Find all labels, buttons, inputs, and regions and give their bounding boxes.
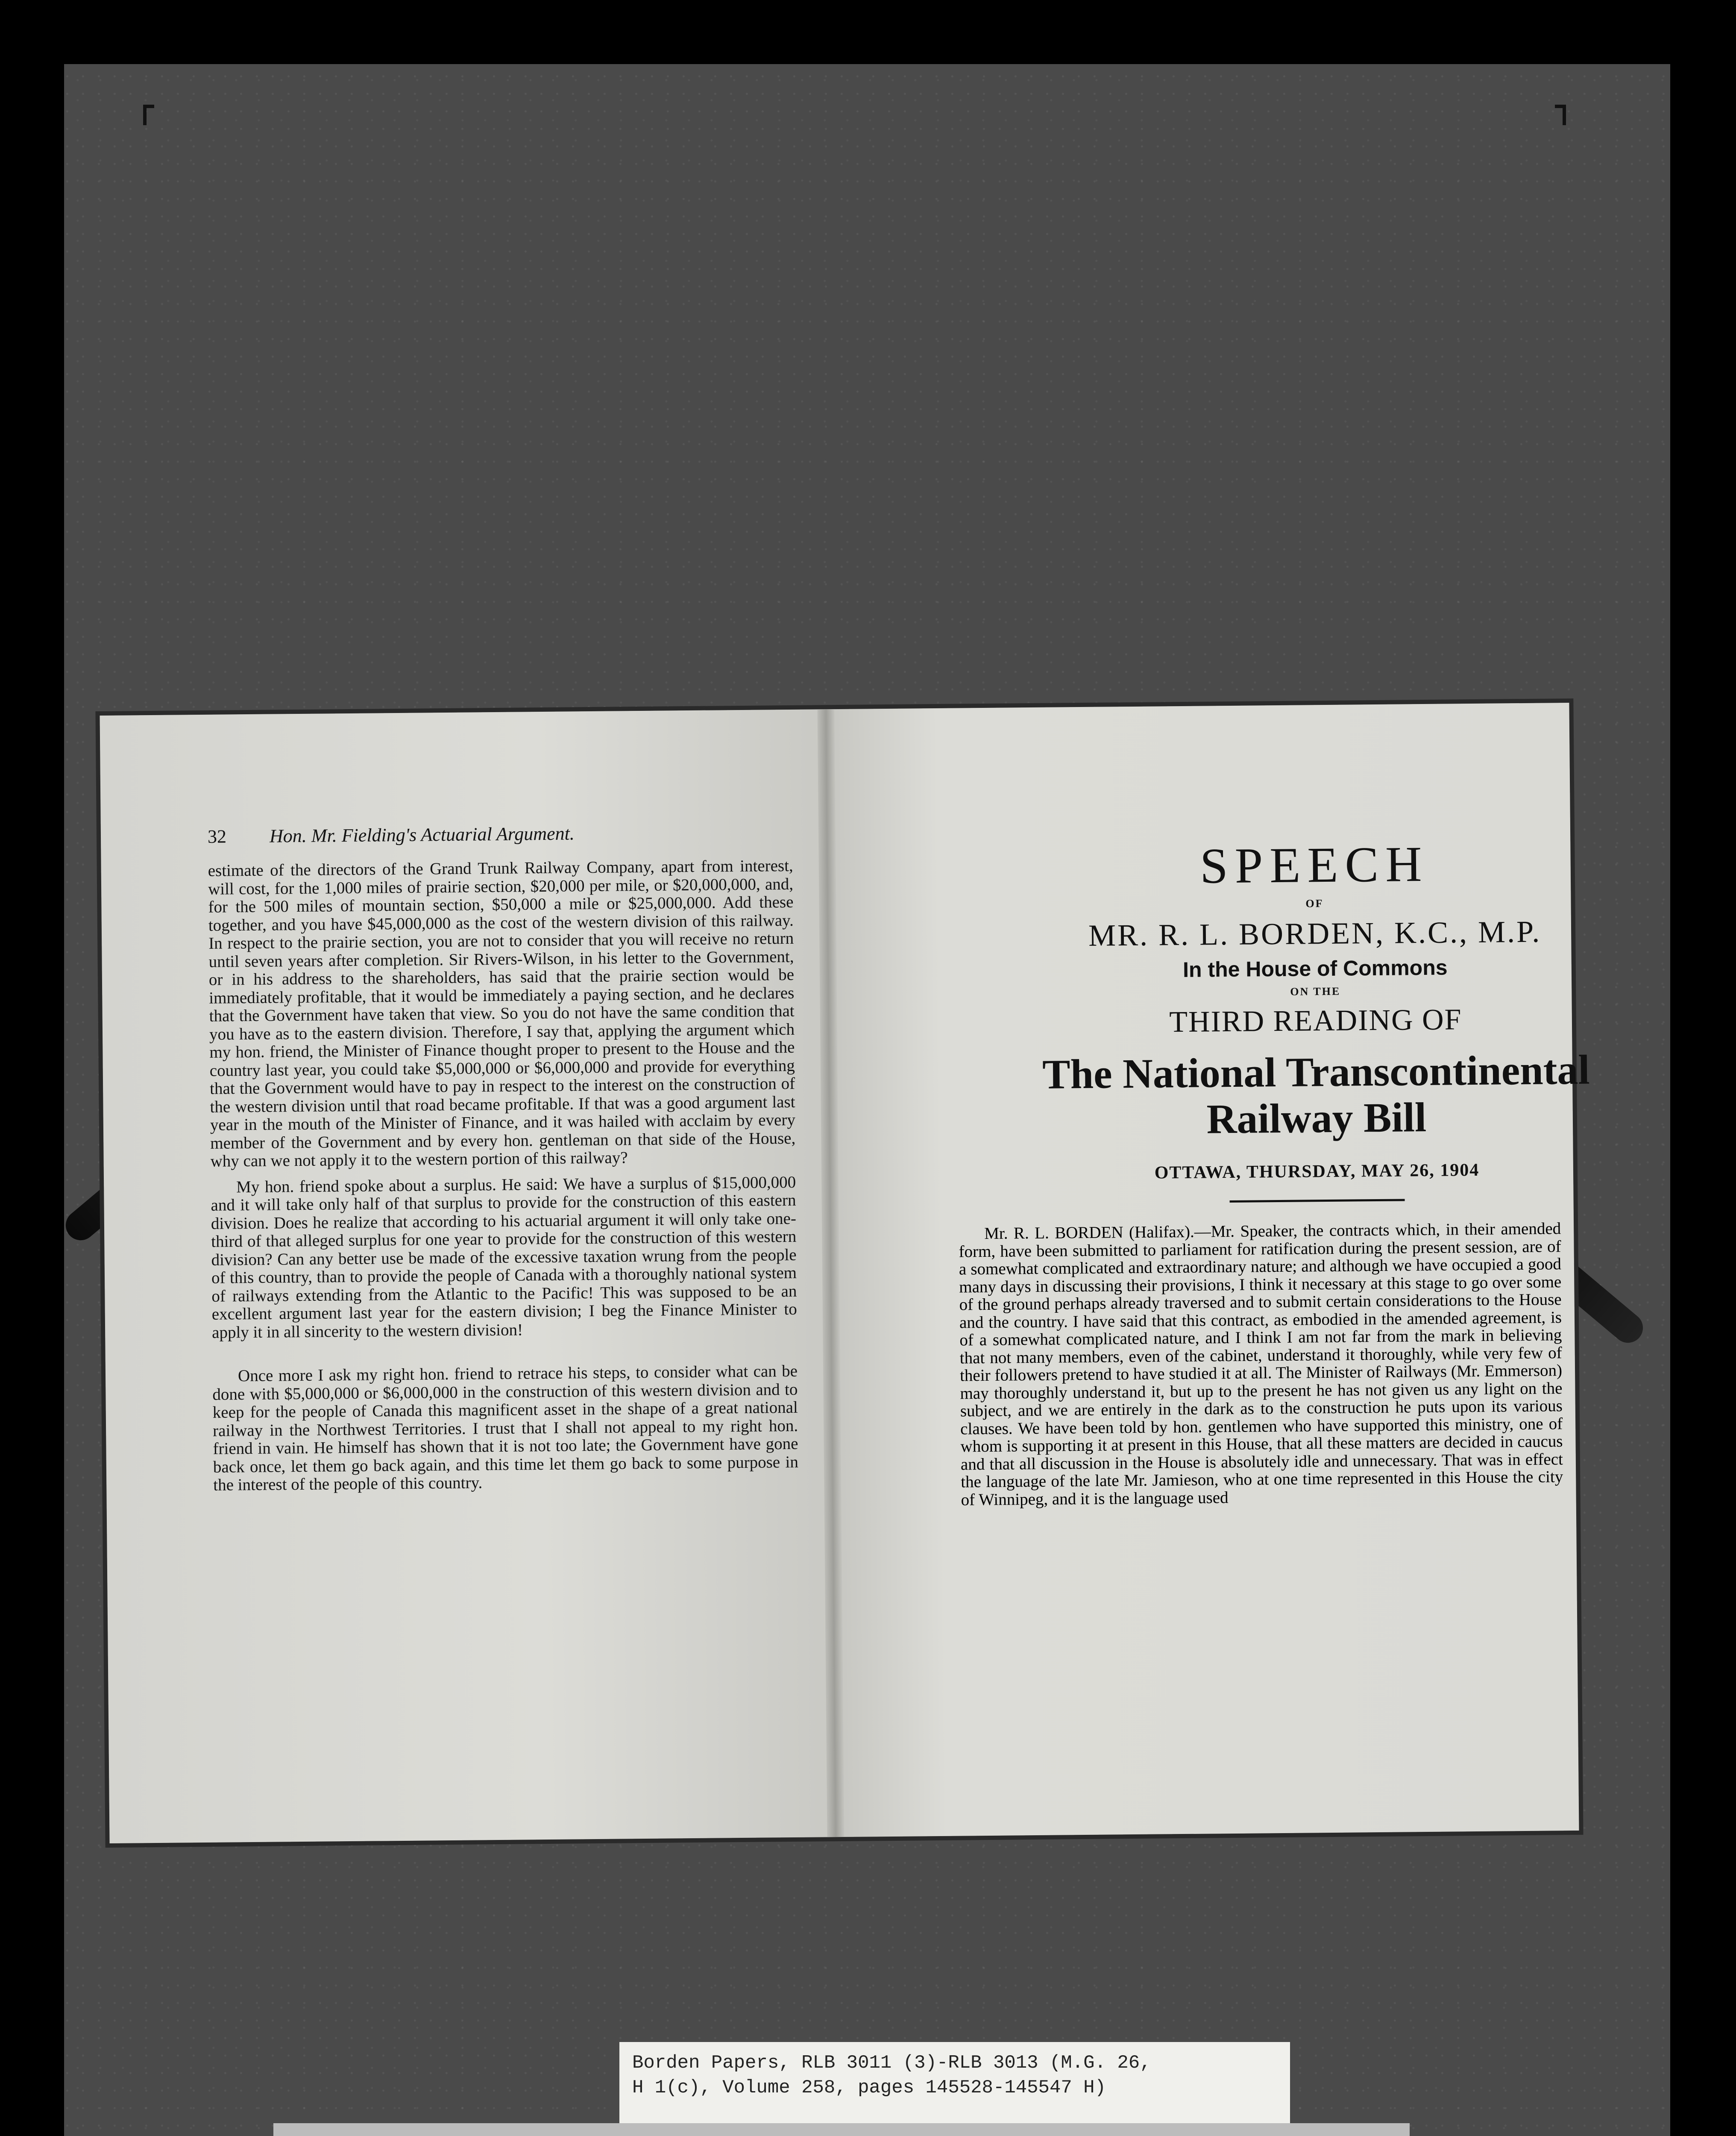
archive-label-line1: Borden Papers, RLB 3011 (3)-RLB 3013 (M.G. 26, — [632, 2052, 1151, 2074]
left-page — [100, 709, 836, 1843]
title-block — [955, 834, 1676, 1205]
bill-title-line2: Railway Bill — [1206, 1094, 1427, 1143]
of-label: OF — [1305, 897, 1324, 910]
left-page-body — [208, 857, 799, 1502]
third-reading-label: THIRD READING OF — [1169, 1003, 1462, 1039]
running-head-title: Hon. Mr. Fielding's Actuarial Argument. — [269, 823, 575, 847]
speaker-name: MR. R. L. BORDEN, K.C., M.P. — [1088, 914, 1542, 953]
right-page-body — [959, 1220, 1563, 1508]
page-number: 32 — [207, 826, 227, 847]
archive-reference-label — [619, 2042, 1290, 2136]
on-the-label: ON THE — [1290, 985, 1341, 998]
running-head — [208, 821, 784, 848]
paragraph: estimate of the directors of the Grand Trunk Railway Company, apart from interest, will cost, for the 1,000 miles of prairie section, $20,000 per mile, or $20,000,000, and, for the 500 miles of mountain section, $50,000 a mile or $25,000,000. Add these together, and you have $45,000,000 as the cost of the western division of this railway. In respect to the prairie section, you are not to consider that you will receive no return until seven years after completion. Sir Rivers-Wilson, in his letter to the Government, or in his address to the shareholders, has said that the prairie section would be immediately profitable, that it would be immediately a paying section, and he declares that the Government have taken that view. So you do not have the same condition that you have as to the eastern division. Therefore, I say that, applying the argument which my hon. friend, the Minister of Finance thought proper to present to the House and the country last year, you could take $5,000,000 or $6,000,000 and provide for everything that the Government would have to pay in respect to the interest on the construction of the western division until that road became profitable. If that was a good argument last year in the mouth of the Minister of Finance, and it was hailed with acclaim by every member of the Government and by every hon. gentleman on that side of the House, why can we not apply it to the western portion of this railway? — [208, 856, 796, 1171]
stamp-backing — [273, 2123, 1410, 2136]
house-label: In the House of Commons — [1182, 955, 1448, 982]
registration-mark — [1555, 105, 1566, 125]
dateline: OTTAWA, THURSDAY, MAY 26, 1904 — [1154, 1160, 1480, 1183]
paragraph: Mr. R. L. BORDEN (Halifax).—Mr. Speaker, the contracts which, in their amended form, have been submitted to parliament for ratification during the present session, are of a somewhat complicated and extraordinary nature; and although we have occupied a good many days in discussing their provisions, I think it necessary at this stage to go over some of the ground perhaps already traversed and to submit certain considerations to the House and the country. I have said that this contract, as embodied in the amended agreement, is of a somewhat complicated nature, and I think I am not far from the mark in believing that not many members, even of the cabinet, understand it thoroughly, while very few of their followers pretend to have studied it at all. The Minister of Railways (Mr. Emmerson) may thoroughly understand it, but up to the present he has not given us any light on the subject, and we are entirely in the dark as to the construction he puts upon its various clauses. We have been told by hon. gentlemen who have supported this ministry, one of whom is supporting it at present in this House, that all these matters are decided in caucus and that all discussion in the House is absolutely idle and unnecessary. That was in effect the language of the late Mr. Jamieson, who at one time represented in this House the city of Winnipeg, and it is the language used — [959, 1219, 1563, 1509]
paragraph: Once more I ask my right hon. friend to retrace his steps, to consider what can be done with $5,000,000 or $6,000,000 in the construction of this western division and to keep for the people of Canada this magnificent asset in the shape of a great national railway in the Northwest Territories. I trust that I shall not appeal to my right hon. friend in vain. He himself has shown that it is not too late; the Government have gone back once, let them go back again, and this time let them go back to some purpose in the interest of the people of this country. — [212, 1361, 799, 1494]
speech-heading: SPEECH — [1199, 836, 1429, 894]
archive-label-line2: H 1(c), Volume 258, pages 145528-145547 H) — [632, 2077, 1106, 2098]
paragraph: My hon. friend spoke about a surplus. He said: We have a surplus of $15,000,000 and it will take only half of that surplus to provide for the construction of this eastern division. Does he realize that according to his actuarial argument it will only take one-third of that alleged surplus for one year to provide for the construction of this western division? Can any better use be made of the excessive taxation wrung from the people of this country, than to provide the people of Canada with a thoroughly national system of railways extending from the Atlantic to the Pacific! This was supposed to be an excellent argument last year for the eastern division; I beg the Finance Minister to apply it in all sincerity to the western division! — [211, 1173, 797, 1342]
open-booklet — [100, 703, 1590, 1843]
bill-title-line1: The National Transcontinental — [1042, 1047, 1590, 1098]
registration-mark — [143, 105, 154, 125]
